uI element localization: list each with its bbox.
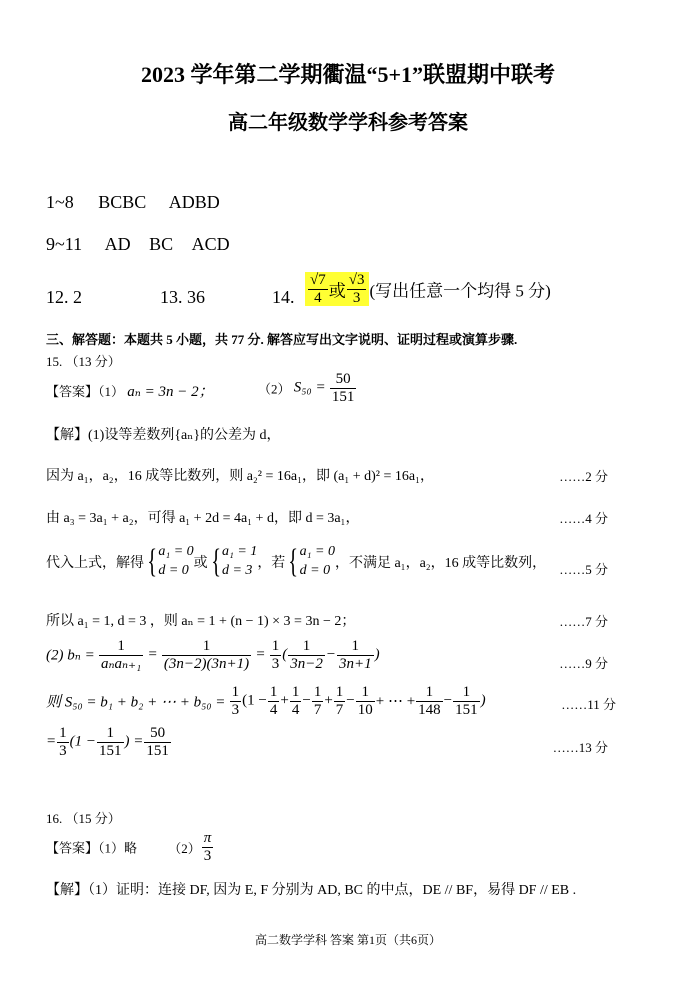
telescope-num: 1	[416, 684, 443, 702]
q15-line-f	[46, 684, 486, 718]
q15-ans1: aₙ = 3n − 2；	[127, 384, 214, 400]
q15-ans2-num: 50	[330, 371, 357, 389]
telescope-fraction	[334, 684, 346, 718]
mc-range-1: 1~8	[46, 192, 74, 212]
q16-ans2-den: 3	[203, 847, 212, 864]
q15-g-pre: =	[46, 733, 57, 750]
q15-sys1-bot: d = 0	[158, 562, 189, 578]
mc-line-1	[46, 192, 220, 213]
q15-f-close: )	[480, 692, 486, 709]
q15-score-b: ……4 分	[559, 511, 608, 526]
q16-solution-tag: 【解】	[46, 883, 88, 898]
q15-f-terms	[242, 684, 480, 718]
telescope-sign: −	[346, 692, 355, 709]
q15-g-den: 3	[59, 742, 67, 759]
telescope-den: 10	[357, 701, 373, 718]
q14-num-2: √3	[348, 272, 365, 288]
mc-answers-2a: AD	[104, 234, 131, 254]
telescope-num: 1	[291, 684, 300, 700]
q15-sys3-top: a₁ = 0	[299, 544, 335, 559]
telescope-sign: +	[324, 692, 333, 709]
q15-score-g: ……13 分	[552, 740, 608, 755]
q15-line-d: 所以 a₁ = 1, d = 3 ，则 aₙ = 1 + (n − 1) × 3 = 3n − 2；	[46, 614, 356, 629]
q15-line-g	[46, 725, 172, 759]
brace-icon: {	[288, 542, 299, 580]
telescope-num: 1	[313, 684, 322, 700]
section-heading: 三、解答题：本题共 5 小题，共 77 分. 解答应写出文字说明、证明过程或演算步骤.	[46, 332, 518, 347]
q15-e-f1-num: 1	[99, 638, 143, 656]
q15-ans2-idx: （2）	[258, 381, 291, 397]
telescope-sign: −	[443, 692, 453, 709]
q16-solution-line	[46, 879, 576, 899]
q15-sys1-top: a₁ = 0	[158, 544, 194, 559]
q15-answer-line	[46, 380, 214, 401]
q15-line-c-or: 或	[193, 555, 208, 571]
q15-g-den2: 151	[99, 742, 122, 759]
q14-label: 14.	[272, 287, 295, 307]
q15-score-d: ……7 分	[559, 614, 608, 629]
q15-g-mid: (1 −	[69, 733, 96, 750]
q15-label: 15. （13 分）	[46, 354, 121, 369]
q15-e-p2-den: 3n+1	[338, 655, 372, 672]
telescope-num: 1	[335, 684, 344, 700]
q15-g-num: 1	[59, 725, 67, 741]
q14-or: 或	[328, 281, 346, 301]
telescope-den: 7	[313, 701, 322, 718]
mc-line-2	[46, 234, 230, 255]
q14-den-1: 4	[314, 289, 322, 306]
telescope-fraction	[453, 684, 480, 718]
q15-g-num3: 50	[144, 725, 171, 743]
q15-line-c	[46, 543, 546, 581]
q15-e-p2-num: 1	[337, 638, 374, 656]
q15-line-e: (2) bₙ = $\frac{1}{\text{aₙaₙ₊₁}}$ = $\frac{1}{(3n-2)(3n+1)}$ = $\frac{1}{3}$ ( $\frac{1}{3n-2}$ − $\frac{1}{3n+1}$ )	[46, 638, 380, 672]
q15-ans1-idx: （1）	[98, 384, 125, 399]
q15-e-f1-den: aₙaₙ₊₁	[100, 655, 142, 672]
telescope-den: 148	[418, 701, 441, 718]
q15-e-eq2: =	[255, 646, 266, 663]
page-footer: 高二数学学科 答案 第1页（共6页）	[254, 933, 441, 947]
q14-den-2: 3	[352, 289, 361, 306]
q15-g-den3: 151	[146, 742, 169, 759]
q15-e-f3-num: 1	[271, 638, 280, 654]
q15-line-intro: (1)设等差数列{aₙ}的公差为 d，	[88, 428, 281, 443]
q16-answer-line	[46, 830, 214, 864]
q13-answer: 13. 36	[160, 287, 205, 307]
q16-line-a: （1）证明：连接 DF, 因为 E, F 分别为 AD, BC 的中点，DE // BF，易得 DF // EB .	[88, 883, 577, 898]
q15-g-num2: 1	[97, 725, 124, 743]
q15-ans2	[258, 371, 357, 405]
brace-icon: {	[147, 542, 158, 580]
telescope-fraction	[312, 684, 324, 718]
q15-score-a: ……2 分	[559, 469, 608, 484]
mc-answers-1b: ADBD	[168, 192, 220, 212]
q15-line-f-lhs: 则 S₅₀ = b₁ + b₂ + ⋯ + b₅₀ =	[46, 694, 226, 711]
q16-ans1: （1）略	[98, 840, 138, 856]
q15-line-c-post: ，不满足 a₁，a₂，16 成等比数列，	[334, 555, 547, 571]
q16-answer-tag: 【答案】	[46, 840, 99, 856]
telescope-num: 1	[356, 684, 375, 702]
mc-answers-1a: BCBC	[98, 192, 147, 212]
telescope-fraction	[416, 684, 443, 718]
q15-sys2-bot: d = 3	[221, 562, 253, 578]
page-subtitle: 高二年级数学学科参考答案	[228, 112, 468, 134]
q14-num-1: √7	[310, 272, 326, 288]
q15-line-b: 由 a₃ = 3a₁ + a₂，可得 a₁ + 2d = 4a₁ + d，即 d = 3a₁，	[46, 511, 360, 526]
q15-score-c: ……5 分	[559, 562, 608, 577]
q15-e-minus: −	[325, 646, 336, 663]
q14-answer	[305, 272, 551, 306]
telescope-den: 4	[269, 701, 278, 718]
telescope-num: 1	[269, 684, 278, 700]
telescope-fraction	[356, 684, 375, 718]
telescope-den: 4	[291, 701, 300, 718]
q15-e-f2-num: 1	[162, 638, 251, 656]
telescope-sign: +	[280, 692, 289, 709]
q15-answer-tag: 【答案】	[46, 384, 99, 399]
q15-line-c-if: ，若	[257, 555, 286, 571]
telescope-den: 151	[455, 701, 478, 718]
mc-answers-2c: ACD	[191, 234, 230, 254]
telescope-sign: + ⋯ +	[375, 693, 416, 710]
q15-ans2-lhs: S₅₀ =	[293, 379, 326, 396]
telescope-sign: −	[302, 692, 311, 709]
page-title: 2023 学年第二学期衢温“5+1”联盟期中联考	[140, 62, 556, 87]
q15-e-p1-num: 1	[288, 638, 325, 656]
q16-ans2-num: π	[203, 830, 212, 846]
telescope-num: 1	[453, 684, 480, 702]
q15-line-a: 因为 a₁，a₂，16 成等比数列，则 a₂² = 16a₁，即 (a₁ + d)² = 16a₁，	[46, 469, 434, 484]
q15-sys3-bot: d = 0	[299, 562, 331, 578]
q15-score-e: ……9 分	[559, 656, 608, 671]
telescope-fraction	[290, 684, 302, 718]
telescope-fraction	[268, 684, 280, 718]
q15-g-post: ) =	[124, 733, 144, 750]
q15-f-third-num: 1	[231, 684, 240, 700]
q12-answer: 12. 2	[46, 287, 82, 307]
q14-highlight	[305, 272, 369, 306]
q16-label: 16. （15 分）	[46, 811, 121, 826]
mc-range-2: 9~11	[46, 234, 83, 254]
q15-e-eq1: =	[147, 646, 158, 663]
telescope-den: 7	[335, 701, 344, 718]
q15-e-f3-den: 3	[271, 655, 280, 672]
q15-f-third-den: 3	[231, 701, 240, 718]
q15-e-f2-den: (3n−2)(3n+1)	[163, 655, 250, 672]
brace-icon: {	[210, 542, 221, 580]
q15-ans2-den: 151	[331, 388, 355, 405]
q15-solution-intro	[46, 424, 281, 444]
mc-answers-2b: BC	[149, 234, 174, 254]
q16-ans2-idx: （2）	[168, 840, 201, 856]
q15-line-e-lhs: (2) bₙ =	[46, 647, 95, 664]
telescope-sign: (1 −	[242, 692, 267, 709]
q14-note: (写出任意一个均得 5 分)	[369, 281, 551, 301]
q15-sys2-top: a₁ = 1	[221, 544, 258, 559]
q15-e-p1-den: 3n−2	[290, 655, 323, 672]
q15-solution-tag: 【解】	[46, 428, 88, 443]
q15-line-c-pre: 代入上式，解得	[46, 555, 144, 571]
q15-score-f: ……11 分	[561, 697, 616, 712]
